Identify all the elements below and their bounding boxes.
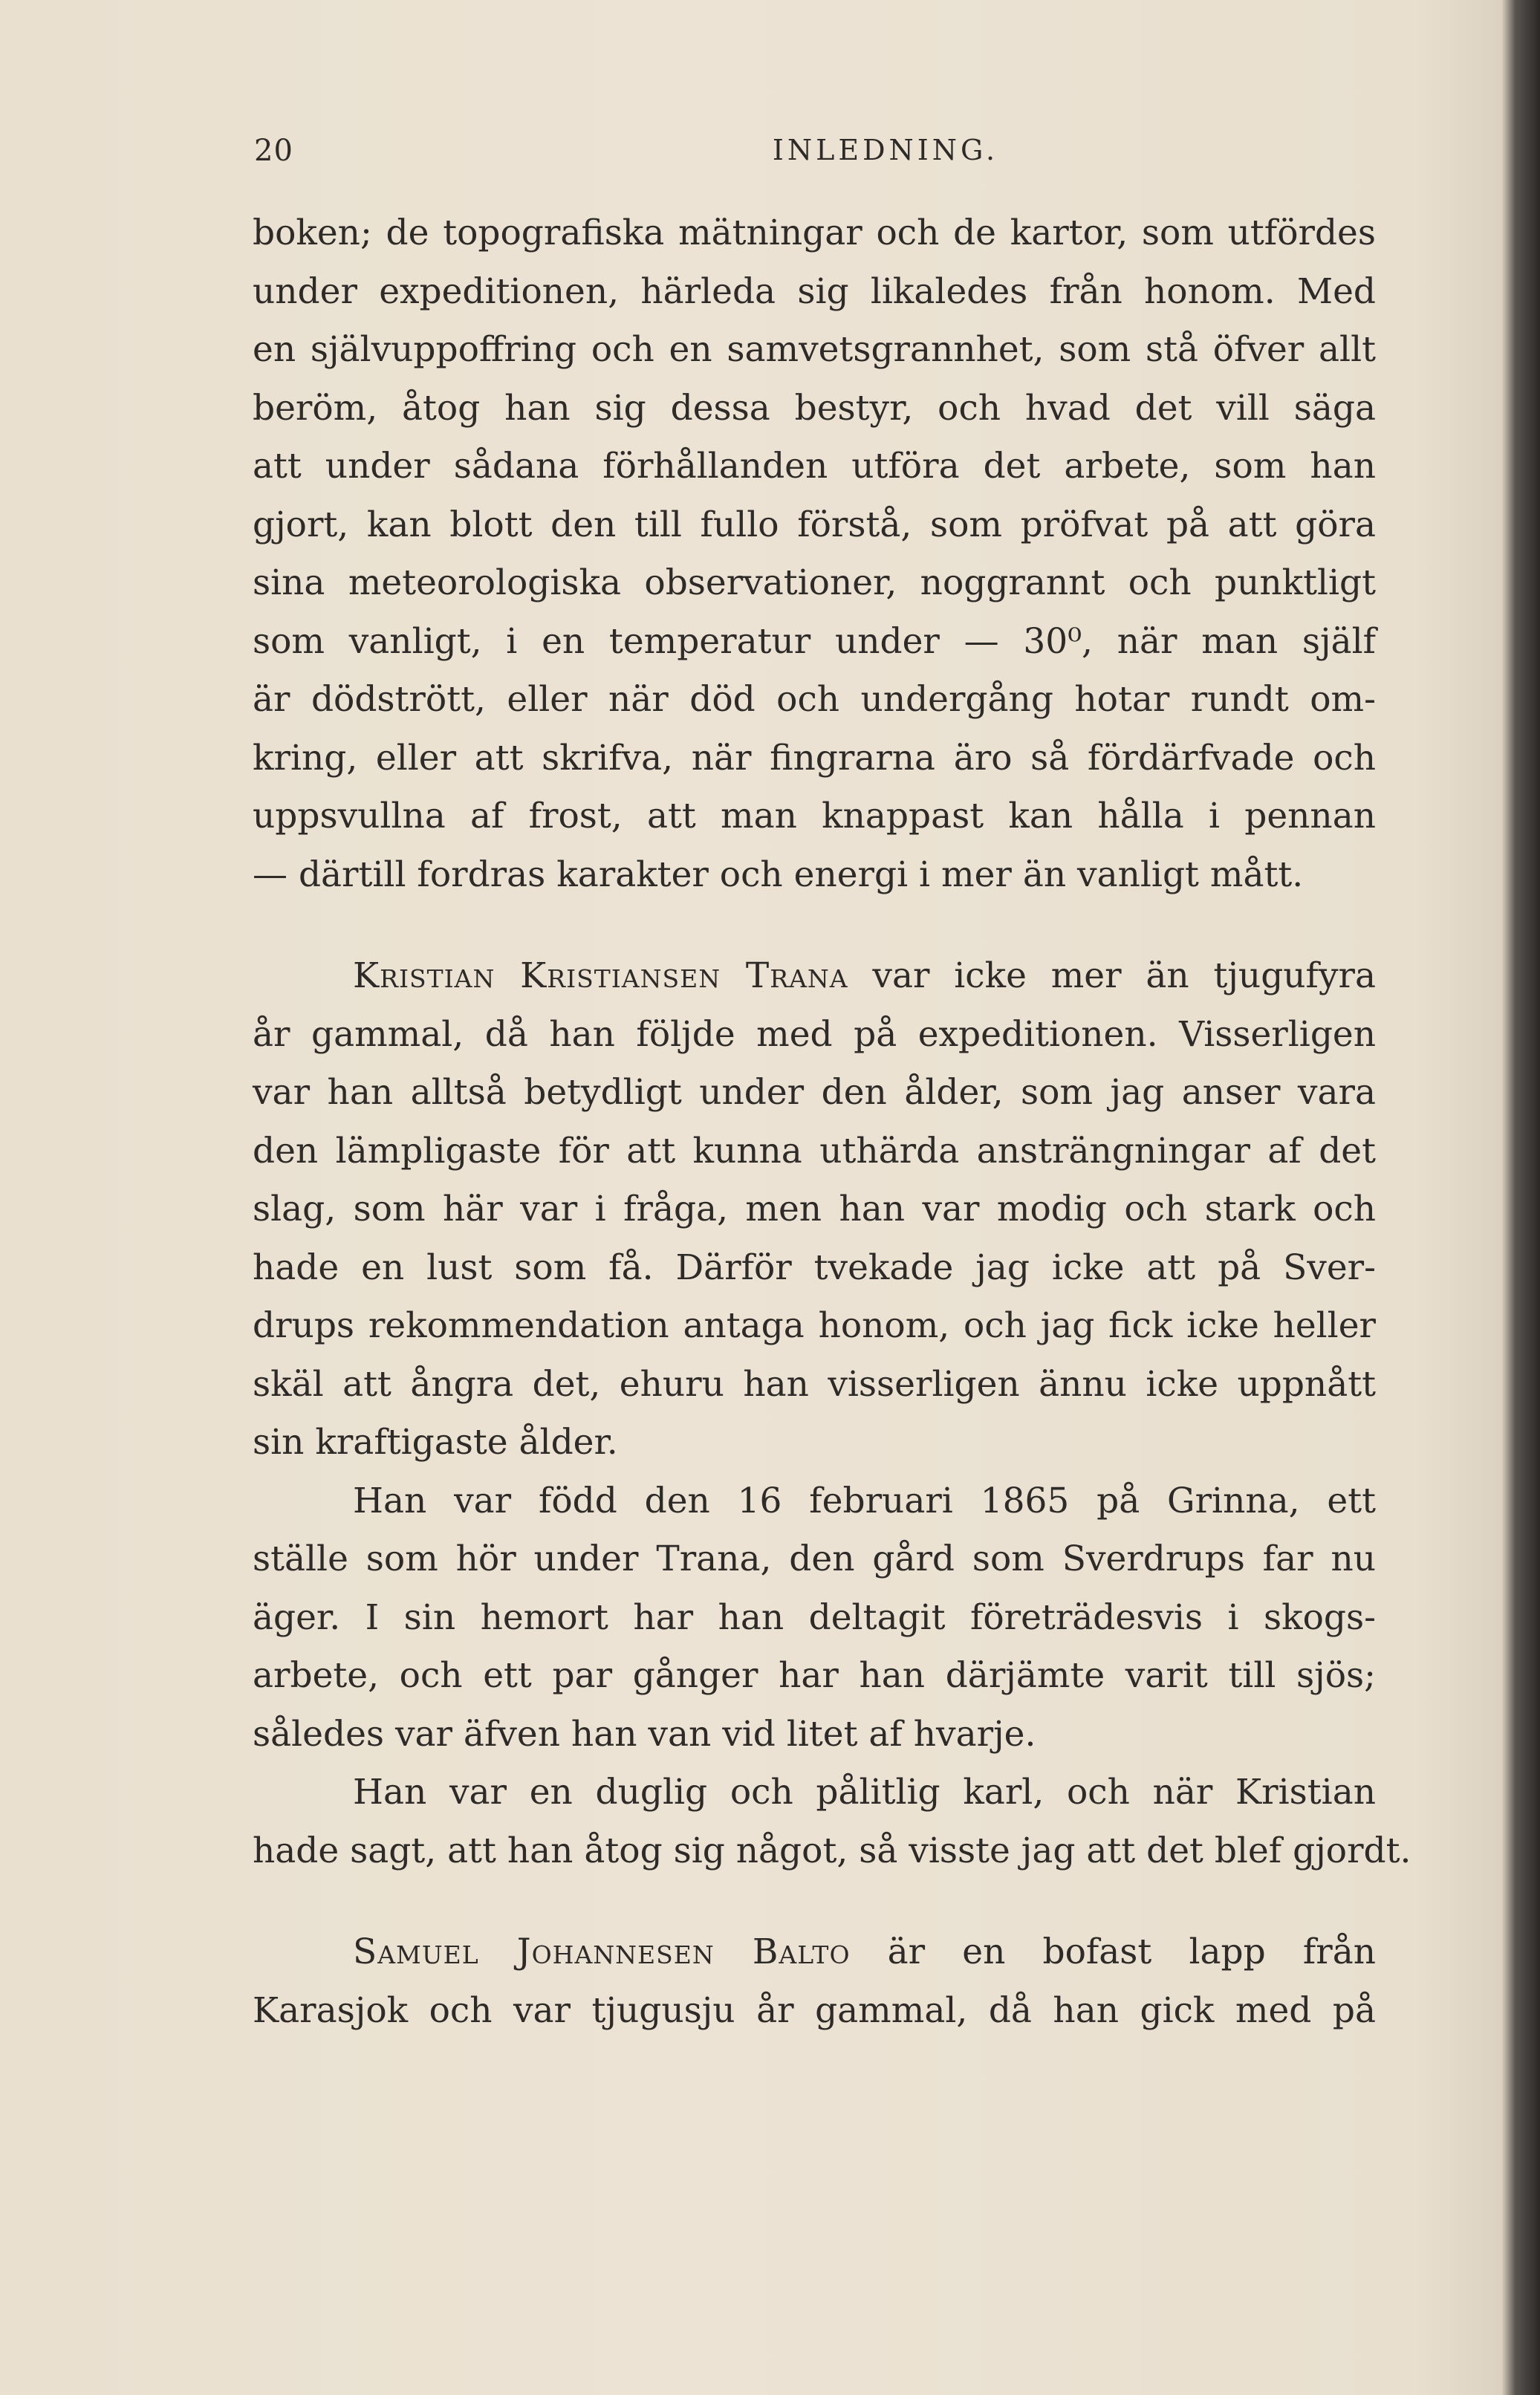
paragraph-4	[253, 1764, 1411, 1880]
section-gap	[253, 904, 1376, 947]
text-line: gjort, kan blott den till fullo förstå, som pröfvat på att göra	[253, 504, 1376, 545]
text-line: år gammal, då han följde med på expeditionen. Visserligen	[253, 1013, 1376, 1055]
running-head	[254, 134, 1376, 186]
text-line: skäl att ångra det, ehuru han visserligen ännu icke uppnått	[253, 1363, 1376, 1405]
page-number: 20	[254, 134, 293, 168]
person-name: Samuel Johannesen Balto	[353, 1931, 851, 1972]
text-line: hade sagt, att han åtog sig något, så visste jag att det blef gjordt.	[253, 1830, 1411, 1871]
running-title: INLEDNING.	[772, 134, 999, 166]
text-line: hade en lust som få. Därför tvekade jag icke att på Sver-	[253, 1247, 1376, 1288]
person-name: Kristian Kristiansen Trana	[353, 955, 848, 996]
text-line: sina meteorologiska observationer, noggrannt och punktligt	[253, 562, 1376, 603]
text-line: — därtill fordras karakter och energi i mer än vanligt mått.	[253, 854, 1304, 895]
paragraph-1	[253, 204, 1376, 904]
text-line: således var äfven han van vid litet af hvarje.	[253, 1713, 1036, 1755]
text-line: äger. I sin hemort har han deltagit företrädesvis i skogs-	[253, 1596, 1376, 1638]
text-line	[253, 1923, 1376, 1982]
body-text	[253, 204, 1411, 2040]
text-line: under expeditionen, härleda sig likaledes från honom. Med	[253, 270, 1376, 312]
text-line: den lämpligaste för att kunna uthärda ansträngningar af det	[253, 1130, 1376, 1171]
text-line: ställe som hör under Trana, den gård som Sverdrups far nu	[253, 1538, 1376, 1579]
text-line: att under sådana förhållanden utföra det arbete, som han	[253, 446, 1376, 487]
section-gap	[253, 1880, 1376, 1923]
text-line: är dödstrött, eller när död och undergång hotar rundt om-	[253, 679, 1376, 720]
paragraph-3	[253, 1472, 1376, 1764]
text-line: som vanligt, i en temperatur under — 30⁰, när man själf	[253, 620, 1376, 662]
text-line: drups rekommendation antaga honom, och jag fick icke heller	[253, 1305, 1376, 1346]
text-fragment: är en bofast lapp från	[850, 1931, 1376, 1972]
text-line: Karasjok och var tjugusju år gammal, då han gick med på	[253, 1989, 1376, 2031]
text-line: arbete, och ett par gånger har han därjämte varit till sjös;	[253, 1655, 1376, 1696]
text-line: Han var född den 16 februari 1865 på Grinna, ett	[353, 1480, 1376, 1521]
text-line: kring, eller att skrifva, när fingrarna äro så fördärfvade och	[253, 737, 1376, 779]
text-fragment: var icke mer än tjugufyra	[848, 955, 1376, 996]
text-line: boken; de topografiska mätningar och de kartor, som utfördes	[253, 212, 1376, 253]
text-line: uppsvullna af frost, att man knappast kan hålla i pennan	[253, 796, 1376, 836]
text-line: beröm, åtog han sig dessa bestyr, och hvad det vill säga	[253, 387, 1376, 429]
paragraph-5	[253, 1923, 1376, 2040]
text-line: sin kraftigaste ålder.	[253, 1422, 618, 1463]
text-line: Han var en duglig och pålitlig karl, och när Kristian	[353, 1772, 1376, 1813]
text-line: slag, som här var i fråga, men han var modig och stark och	[253, 1189, 1376, 1229]
text-line	[253, 947, 1376, 1006]
paragraph-2	[253, 947, 1376, 1472]
text-line: en självuppoffring och en samvetsgrannhet, som stå öfver allt	[253, 329, 1376, 370]
text-line: var han alltså betydligt under den ålder, som jag anser vara	[253, 1072, 1376, 1113]
